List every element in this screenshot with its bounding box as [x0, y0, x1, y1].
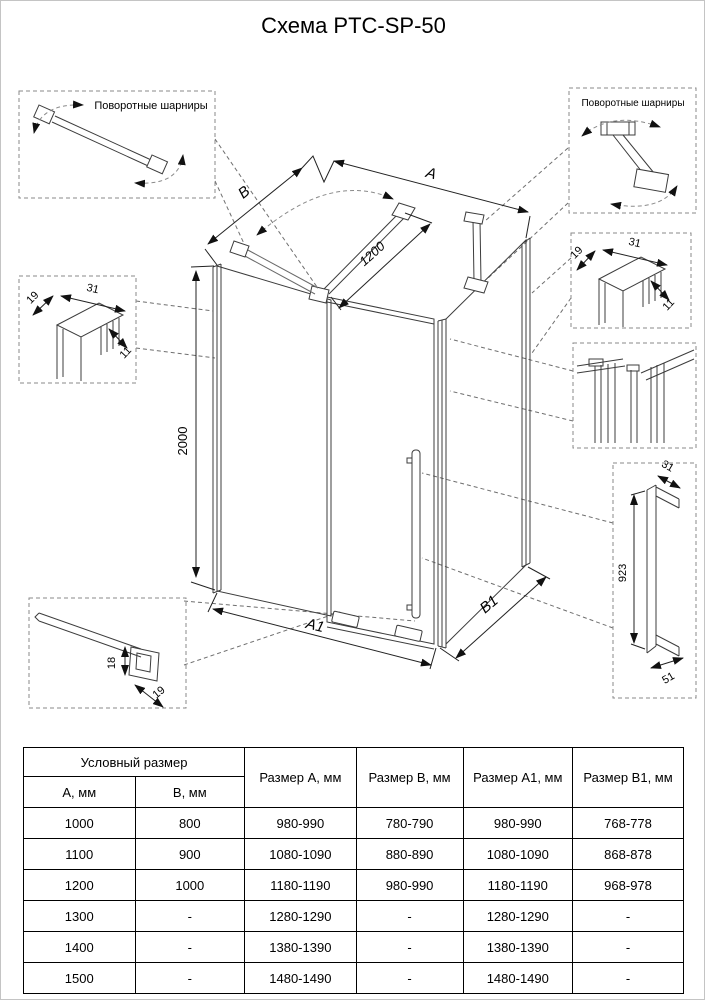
hinges-right-label: Поворотные шарниры — [581, 98, 685, 109]
table-cell: - — [135, 901, 245, 932]
table-cell: 1000 — [135, 870, 245, 901]
header-size-a1: Размер А1, мм — [463, 748, 573, 808]
detail-hinges-right — [569, 88, 696, 213]
table-cell: 1380-1390 — [245, 932, 357, 963]
table-cell: - — [356, 932, 463, 963]
table-row — [24, 963, 684, 994]
table-cell: - — [135, 932, 245, 963]
detail-handle — [613, 458, 696, 698]
table-row — [24, 808, 684, 839]
detail-corner-junction — [573, 343, 696, 448]
table-cell: - — [135, 963, 245, 994]
rail-width-label: 19 — [150, 684, 168, 702]
table-cell: - — [573, 901, 684, 932]
table-cell: 1100 — [24, 839, 136, 870]
table-cell: 768-778 — [573, 808, 684, 839]
profile-right-width-label: 19 — [568, 244, 586, 262]
table-cell: 780-790 — [356, 808, 463, 839]
profile-right-glass-label: 11 — [660, 296, 678, 314]
table-cell: 1280-1290 — [245, 901, 357, 932]
table-cell: 1180-1190 — [245, 870, 357, 901]
support-bar-alt-position — [230, 241, 318, 294]
page-title: Схема PTC-SP-50 — [261, 13, 446, 38]
return-panel-b — [446, 238, 530, 644]
handle-length-label: 923 — [617, 563, 629, 583]
detail-wall-profile-left — [19, 276, 136, 383]
table-row — [24, 932, 684, 963]
table-row — [24, 839, 684, 870]
dim-b-label: B — [234, 182, 254, 203]
table-cell: 880-890 — [356, 839, 463, 870]
table-cell: 1480-1490 — [463, 963, 573, 994]
table-row — [24, 901, 684, 932]
table-cell: 1400 — [24, 932, 136, 963]
table-cell: 1280-1290 — [463, 901, 573, 932]
handle-depth-label: 51 — [660, 670, 677, 687]
detail-hinges-left — [19, 91, 215, 198]
table-cell: 1080-1090 — [245, 839, 357, 870]
table-cell: 1200 — [24, 870, 136, 901]
header-size-b: Размер В, мм — [356, 748, 463, 808]
profile-left-depth-label: 31 — [85, 281, 100, 297]
table-cell: 1500 — [24, 963, 136, 994]
dim-2000-label: 2000 — [175, 426, 190, 456]
detail-wall-profile-right — [568, 233, 691, 328]
table-cell: 1380-1390 — [463, 932, 573, 963]
rail-height-label: 18 — [106, 656, 118, 670]
table-cell: 1300 — [24, 901, 136, 932]
corner-post — [438, 319, 446, 648]
fixed-panel-a — [213, 264, 331, 616]
table-cell: 868-878 — [573, 839, 684, 870]
schematic-diagram — [1, 53, 705, 745]
table-cell: - — [573, 932, 684, 963]
table-cell: 980-990 — [245, 808, 357, 839]
header-a-mm: А, мм — [24, 777, 136, 808]
table-cell: - — [356, 963, 463, 994]
rotation-arc — [257, 190, 393, 235]
main-dimensions — [175, 156, 550, 669]
table-cell: 1480-1490 — [245, 963, 357, 994]
detail-bottom-rail — [29, 598, 186, 708]
bottom-guide — [395, 625, 423, 642]
door-handle — [407, 450, 420, 618]
table-cell: - — [573, 963, 684, 994]
dim-a-label: A — [424, 164, 439, 184]
handle-width-label: 31 — [659, 458, 676, 475]
table-cell: 968-978 — [573, 870, 684, 901]
table-cell: 1000 — [24, 808, 136, 839]
table-cell: 900 — [135, 839, 245, 870]
table-cell: 1080-1090 — [463, 839, 573, 870]
bottom-guide — [332, 611, 360, 628]
wall-bracket — [464, 212, 488, 293]
table-cell: - — [356, 901, 463, 932]
dim-b1-label: B1 — [476, 592, 502, 617]
header-b-mm: В, мм — [135, 777, 245, 808]
size-table — [23, 747, 684, 994]
dim-1200-label: 1200 — [356, 238, 388, 269]
table-cell: 1180-1190 — [463, 870, 573, 901]
table-cell: 800 — [135, 808, 245, 839]
profile-left-glass-label: 11 — [117, 344, 135, 362]
dim-a1-label: A1 — [304, 615, 327, 637]
table-cell: 980-990 — [356, 870, 463, 901]
profile-left-width-label: 19 — [24, 289, 42, 307]
leader-lines — [136, 139, 613, 665]
table-row — [24, 870, 684, 901]
table-cell: 980-990 — [463, 808, 573, 839]
profile-right-depth-label: 31 — [627, 235, 642, 251]
header-size-b1: Размер В1, мм — [573, 748, 684, 808]
hinges-left-label: Поворотные шарниры — [94, 100, 208, 112]
header-nominal-size: Условный размер — [24, 748, 245, 777]
header-size-a: Размер А, мм — [245, 748, 357, 808]
